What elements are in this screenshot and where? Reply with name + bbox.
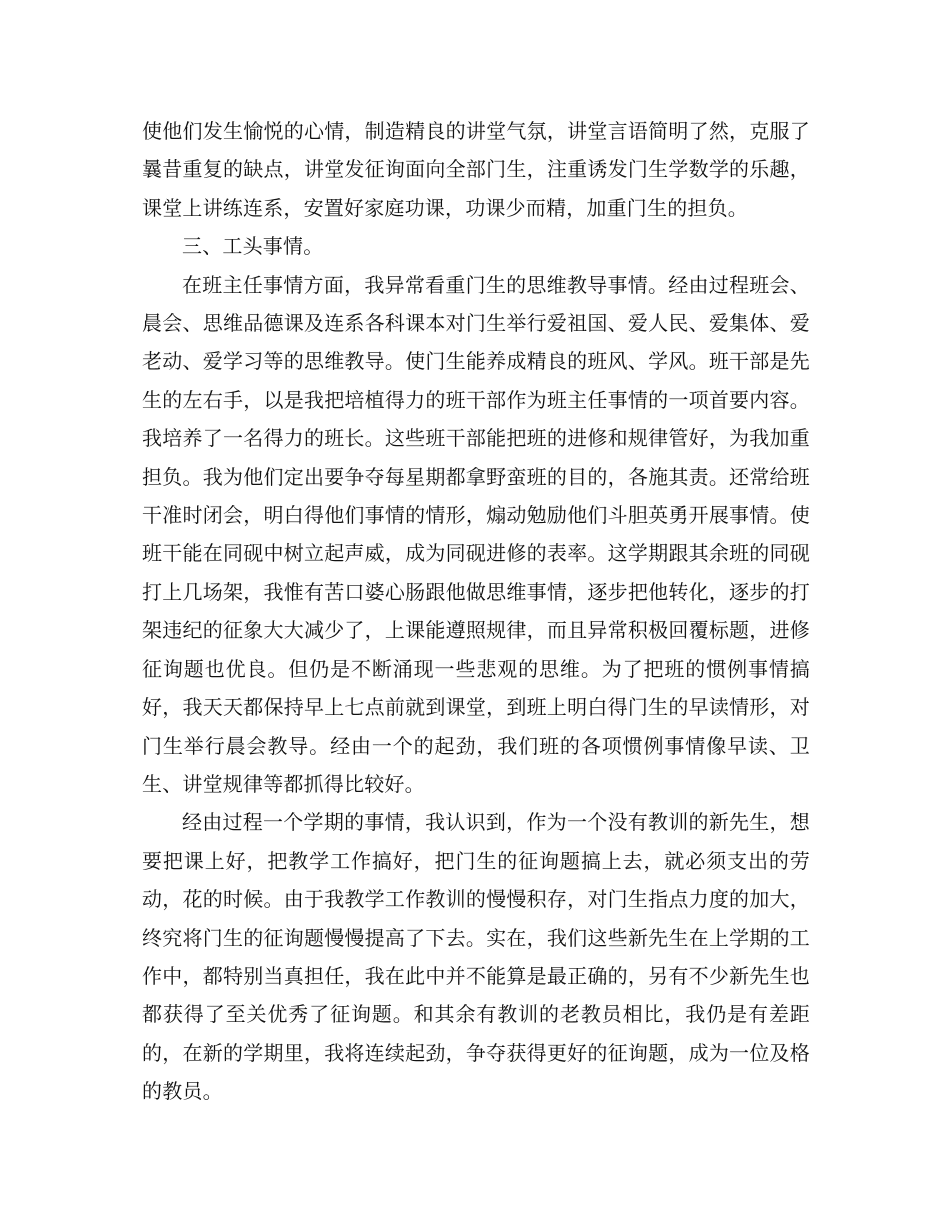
paragraph-summary: 经由过程一个学期的事情，我认识到，作为一个没有教训的新先生，想要把课上好，把教学工作搞好，把门生的征询题搞上去，就必须支出的劳动，花的时候。由于我教学工作教训的慢慢积存，对门生指点力度的加大，终究将门生的征询题慢慢提高了下去。实在，我们这些新先生在上学期的工作中，都特别当真担任，我在此中并不能算是最正确的，另有不少新先生也都获得了至关优秀了征询题。和其余有教训的老教员相比，我仍是有差距的，在新的学期里，我将连续起劲，争夺获得更好的征询题，成为一位及格的教员。 <box>142 810 810 1104</box>
document-body <box>142 112 810 1111</box>
paragraph-continuation: 使他们发生愉悦的心情，制造精良的讲堂气氛，讲堂言语简明了然，克服了曩昔重复的缺点，讲堂发征询面向全部门生，注重诱发门生学数学的乐趣，课堂上讲练连系，安置好家庭功课，功课少而精，加重门生的担负。 <box>142 119 810 220</box>
section-heading: 三、工头事情。 <box>182 234 324 259</box>
paragraph-class-teacher-work: 在班主任事情方面，我异常看重门生的思维教导事情。经由过程班会、晨会、思维品德课及连系各科课本对门生举行爱祖国、爱人民、爱集体、爱老动、爱学习等的思维教导。使门生能养成精良的班风、学风。班干部是先生的左右手，以是我把培植得力的班干部作为班主任事情的一项首要内容。我培养了一名得力的班长。这些班干部能把班的进修和规律管好，为我加重担负。我为他们定出要争夺每星期都拿野蛮班的目的，各施其责。还常给班干准时闭会，明白得他们事情的情形，煽动勉励他们斗胆英勇开展事情。使班干能在同砚中树立起声威，成为同砚进修的表率。这学期跟其余班的同砚打上几场架，我惟有苦口婆心肠跟他做思维事情，逐步把他转化，逐步的打架违纪的征象大大减少了，上课能遵照规律，而且异常积极回覆标题，进修征询题也优良。但仍是不断涌现一些悲观的思维。为了把班的惯例事情搞好，我天天都保持早上七点前就到课堂，到班上明白得门生的早读情形，对门生举行晨会教导。经由一个的起劲，我们班的各项惯例事情像早读、卫生、讲堂规律等都抓得比较好。 <box>142 272 810 796</box>
